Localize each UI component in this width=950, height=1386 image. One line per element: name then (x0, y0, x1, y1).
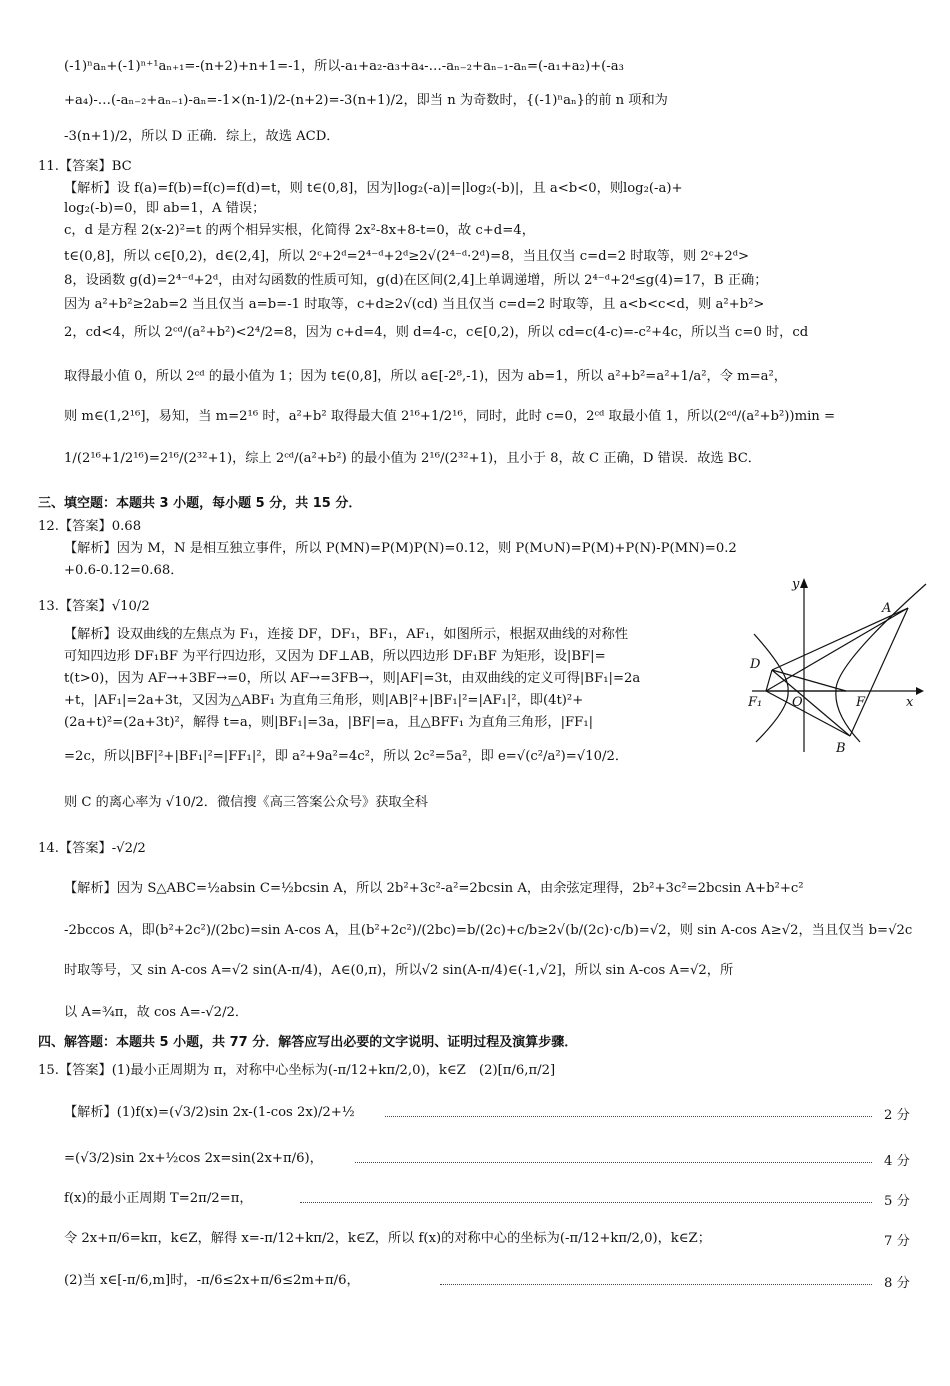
text-line: f(x)的最小正周期 T=2π/2=π， (64, 1191, 253, 1206)
label-B: B (836, 741, 846, 754)
text-line: =2c，所以|BF|²+|BF₁|²=|FF₁|²，即 a²+9a²=4c²，所以 2c²=5a²，即 e=√(c²/a²)=√10/2． (64, 749, 629, 764)
score-mark: 7 分 (884, 1234, 910, 1249)
label-F1: F₁ (748, 695, 763, 710)
text-line: 8，设函数 g(d)=2⁴⁻ᵈ+2ᵈ，由对勾函数的性质可知，g(d)在区间(2,4]上单调递增，所以 2⁴⁻ᵈ+2ᵈ≤g(4)=17，B 正确； (64, 273, 768, 288)
text-line: +0.6-0.12=0.68． (64, 563, 184, 578)
text-line: 1/(2¹⁶+1/2¹⁶)=2¹⁶/(2³²+1)，综上 2ᶜᵈ/(a²+b²) 的最小值为 2¹⁶/(2³²+1)，且小于 8，故 C 正确，D 错误．故选 BC． (64, 451, 761, 466)
hyperbola-figure (748, 574, 928, 754)
text-line: 可知四边形 DF₁BF 为平行四边形，又因为 DF⊥AB，所以四边形 DF₁BF 为矩形，设|BF|= (64, 649, 606, 664)
label-D: D (750, 657, 761, 672)
text-line: c，d 是方程 2(x-2)²=t 的两个相异实根，化简得 2x²-8x+8-t=0，故 c+d=4， (64, 223, 535, 238)
text-line: (-1)ⁿaₙ+(-1)ⁿ⁺¹aₙ₊₁=-(n+2)+n+1=-1，所以-a₁+a₂-a₃+a₄-…-aₙ₋₂+aₙ₋₁-aₙ=(-a₁+a₂)+(-a₃ (64, 59, 624, 74)
text-line: (2a+t)²=(2a+3t)²，解得 t=a，则|BF₁|=3a，|BF|=a，且△BFF₁ 为直角三角形，|FF₁| (64, 715, 594, 730)
text-line: 【解析】设双曲线的左焦点为 F₁，连接 DF，DF₁，BF₁，AF₁，如图所示，根据双曲线的对称性 (64, 627, 629, 642)
section-heading: 三、填空题：本题共 3 小题，每小题 5 分，共 15 分． (38, 496, 362, 511)
text-line: (2)当 x∈[-π/6,m]时，-π/6≤2x+π/6≤2m+π/6， (64, 1273, 360, 1288)
label-y: y (792, 577, 800, 592)
segment-AD (772, 608, 908, 670)
label-A: A (882, 601, 892, 616)
text-line: 2，cd<4，所以 2ᶜᵈ/(a²+b²)<2⁴/2=8，因为 c+d=4，则 d=4-c，c∈[0,2)，所以 cd=c(4-c)=-c²+4c，所以当 c=0 时，cd (64, 325, 809, 340)
text-line: -2bccos A，即(b²+2c²)/(2bc)=sin A-cos A，且(b²+2c²)/(2bc)=b/(2c)+c/b≥2√(b/(2c)·c/b)=√2，则 sin A-cos A≥√2，当且仅当 b=√2c (64, 923, 913, 938)
score-mark: 4 分 (884, 1154, 910, 1169)
text-line: =(√3/2)sin 2x+½cos 2x=sin(2x+π/6)， (64, 1151, 323, 1166)
score-mark: 8 分 (884, 1276, 910, 1291)
leader-dots (440, 1284, 872, 1285)
text-line: -3(n+1)/2，所以 D 正确．综上，故选 ACD． (64, 129, 340, 144)
text-line: 【解析】因为 M，N 是相互独立事件，所以 P(MN)=P(M)P(N)=0.12，则 P(M∪N)=P(M)+P(N)-P(MN)=0.2 (64, 541, 737, 556)
text-line: 令 2x+π/6=kπ，k∈Z，解得 x=-π/12+kπ/2，k∈Z，所以 f(x)的对称中心的坐标为(-π/12+kπ/2,0)，k∈Z； (64, 1231, 711, 1246)
leader-dots (385, 1116, 872, 1117)
section-heading: 四、解答题：本题共 5 小题，共 77 分．解答应写出必要的文字说明、证明过程及演算步骤． (38, 1035, 578, 1050)
question-answer: 11.【答案】BC (38, 159, 132, 174)
question-answer: 14.【答案】-√2/2 (38, 841, 146, 856)
label-O: O (792, 695, 803, 710)
text-line: +t，|AF₁|=2a+3t，又因为△ABF₁ 为直角三角形，则|AB|²+|BF₁|²=|AF₁|²，即(4t)²+ (64, 693, 584, 708)
text-line: 因为 a²+b²≥2ab=2 当且仅当 a=b=-1 时取等，c+d≥2√(cd) 当且仅当 c=d=2 时取等，且 a<b<c<d，则 a²+b²> (64, 297, 765, 312)
text-line: 【解析】设 f(a)=f(b)=f(c)=f(d)=t，则 t∈(0,8]，因为|log₂(-a)|=|log₂(-b)|，且 a<b<0，则log₂(-a)+ (64, 181, 683, 196)
leader-dots (355, 1162, 872, 1163)
segment-AF1 (766, 608, 908, 691)
text-line: 则 m∈(1,2¹⁶]，易知，当 m=2¹⁶ 时，a²+b² 取得最大值 2¹⁶+1/2¹⁶，同时，此时 c=0，2ᶜᵈ 取最小值 1，所以(2ᶜᵈ/(a²+b²))min = (64, 409, 836, 424)
score-mark: 5 分 (884, 1194, 910, 1209)
label-x: x (906, 695, 914, 710)
x-axis-arrow (916, 687, 924, 695)
text-line: t∈(0,8]，所以 c∈[0,2)，d∈(2,4]，所以 2ᶜ+2ᵈ=2⁴⁻ᵈ+2ᵈ≥2√(2⁴⁻ᵈ·2ᵈ)=8，当且仅当 c=d=2 时取等，则 2ᶜ+2ᵈ> (64, 249, 750, 264)
leader-dots (300, 1202, 872, 1203)
text-line: 取得最小值 0，所以 2ᶜᵈ 的最小值为 1；因为 t∈(0,8]，所以 a∈[-2⁸,-1)，因为 ab=1，所以 a²+b²=a²+1/a²，令 m=a²， (64, 369, 787, 384)
label-F: F (856, 695, 866, 710)
y-axis-arrow (800, 578, 808, 588)
text-line: log₂(-b)=0，即 ab=1，A 错误； (64, 201, 266, 216)
segment-F1B (766, 691, 850, 736)
text-line: 时取等号，又 sin A-cos A=√2 sin(A-π/4)，A∈(0,π)，所以√2 sin(A-π/4)∈(-1,√2]，所以 sin A-cos A=√2，所 (64, 963, 734, 978)
text-line: 【解析】(1)f(x)=(√3/2)sin 2x-(1-cos 2x)/2+½ (64, 1105, 355, 1120)
question-answer: 13.【答案】√10/2 (38, 599, 150, 614)
text-line: t(t>0)，因为 AF→+3BF→=0，所以 AF→=3FB→，则|AF|=3t，由双曲线的定义可得|BF₁|=2a (64, 671, 641, 686)
right-branch (836, 584, 926, 742)
question-answer: 12.【答案】0.68 (38, 519, 142, 534)
text-line: 则 C 的离心率为 √10/2．微信搜《高三答案公众号》获取全科 (64, 795, 428, 810)
text-line: +a₄)-…(-aₙ₋₂+aₙ₋₁)-aₙ=-1×(n-1)/2-(n+2)=-3(n+1)/2，即当 n 为奇数时，{(-1)ⁿaₙ}的前 n 项和为 (64, 93, 668, 108)
question-answer: 15.【答案】(1)最小正周期为 π，对称中心坐标为(-π/12+kπ/2,0)，k∈Z (2)[π/6,π/2] (38, 1063, 556, 1078)
text-line: 以 A=¾π，故 cos A=-√2/2． (64, 1005, 249, 1020)
score-mark: 2 分 (884, 1108, 910, 1123)
text-line: 【解析】因为 S△ABC=½absin C=½bcsin A，所以 2b²+3c²-a²=2bcsin A，由余弦定理得，2b²+3c²=2bcsin A+b²+c² (64, 881, 804, 896)
segment-AB (850, 608, 908, 736)
